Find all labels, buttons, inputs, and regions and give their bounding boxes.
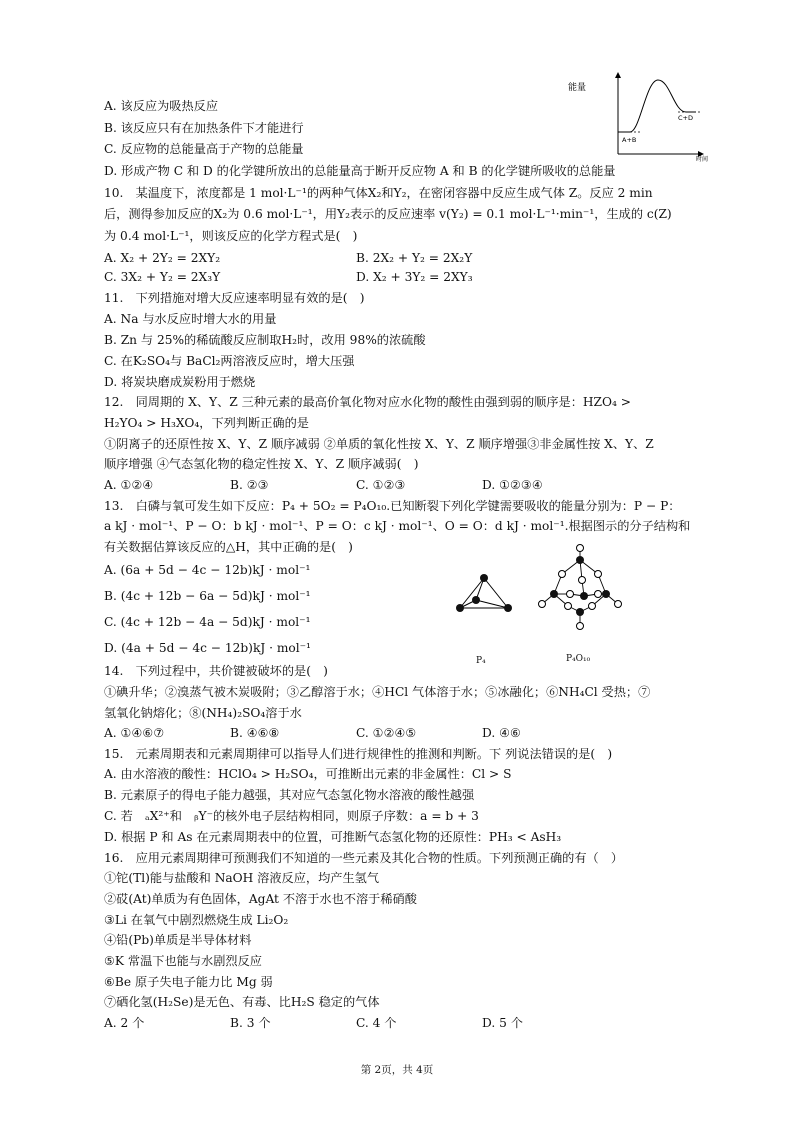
q13-stem-line3: 有关数据估算该反应的△H，其中正确的是( )	[104, 540, 353, 554]
q12-stem-line2: H₂YO₄ > H₃XO₄，下列判断正确的是	[104, 416, 309, 430]
q16-option-a: A. 2 个	[104, 1016, 145, 1030]
q14-option-a: A. ①④⑥⑦	[104, 726, 165, 740]
p4o10-figure-label: P₄O₁₀	[566, 654, 591, 664]
q9-option-c: C. 反应物的总能量高于产物的总能量	[104, 142, 304, 156]
q16-item-5: ⑤K 常温下也能与水剧烈反应	[104, 954, 262, 968]
q16-item-3: ③Li 在氧气中剧烈燃烧生成 Li₂O₂	[104, 913, 289, 927]
q15-option-d: D. 根据 P 和 As 在元素周期表中的位置，可推断气态氢化物的还原性：PH₃ < AsH₃	[104, 830, 562, 844]
q16-item-6: ⑥Be 原子失电子能力比 Mg 弱	[104, 975, 273, 989]
product-label: C+D	[678, 114, 693, 122]
p4-molecule-figure	[452, 572, 516, 622]
q13-option-d: D. (4a + 5d − 4c − 12b)kJ · mol⁻¹	[104, 641, 311, 655]
q11-option-a: A. Na 与水反应时增大水的用量	[104, 312, 277, 326]
q14-option-c: C. ①②④⑤	[356, 726, 417, 740]
q14-option-d: D. ④⑥	[482, 726, 521, 740]
q12-option-d: D. ①②③④	[482, 478, 543, 492]
q14-option-b: B. ④⑥⑧	[230, 726, 280, 740]
q10-option-b: B. 2X₂ + Y₂ = 2X₂Y	[356, 251, 473, 265]
energy-diagram	[562, 70, 712, 162]
q9-option-d: D. 形成产物 C 和 D 的化学键所放出的总能量高于断开反应物 A 和 B 的化学键所吸收的总能量	[104, 164, 616, 178]
q16-stem: 16. 应用元素周期律可预测我们不知道的一些元素及其化合物的性质。下列预测正确的有（ ）	[104, 851, 624, 865]
q16-option-c: C. 4 个	[356, 1016, 397, 1030]
q12-stem-line1: 12. 同周期的 X、Y、Z 三种元素的最高价氧化物对应水化物的酸性由强到弱的顺序是：HZO₄ >	[104, 395, 631, 409]
q10-option-c: C. 3X₂ + Y₂ = 2X₃Y	[104, 270, 221, 284]
q11-option-c: C. 在K₂SO₄与 BaCl₂两溶液反应时，增大压强	[104, 354, 355, 368]
q9-option-b: B. 该反应只有在加热条件下才能进行	[104, 121, 304, 135]
q13-stem-line2: a kJ · mol⁻¹、P − O：b kJ · mol⁻¹、P = O：c kJ · mol⁻¹、O = O：d kJ · mol⁻¹.根据图示的分子结构和	[104, 519, 691, 533]
q11-option-d: D. 将炭块磨成炭粉用于燃烧	[104, 375, 256, 389]
q11-stem: 11. 下列措施对增大反应速率明显有效的是( )	[104, 291, 365, 305]
q15-option-b: B. 元素原子的得电子能力越强，其对应气态氢化物水溶液的酸性越强	[104, 788, 475, 802]
q13-option-a: A. (6a + 5d − 4c − 12b)kJ · mol⁻¹	[104, 563, 311, 577]
q16-item-2: ②砹(At)单质为有色固体，AgAt 不溶于水也不溶于稀硝酸	[104, 892, 417, 906]
q13-option-c: C. (4c + 12b − 4a − 5d)kJ · mol⁻¹	[104, 615, 311, 629]
q13-stem-line1: 13. 白磷与氧可发生如下反应：P₄ + 5O₂ = P₄O₁₀.已知断裂下列化学键需要吸收的能量分别为：P − P：	[104, 499, 681, 513]
q9-option-a: A. 该反应为吸热反应	[104, 99, 219, 113]
q13-option-b: B. (4c + 12b − 6a − 5d)kJ · mol⁻¹	[104, 589, 311, 603]
q10-stem-line2: 后，测得参加反应的X₂为 0.6 mol·L⁻¹，用Y₂表示的反应速率 v(Y₂) = 0.1 mol·L⁻¹·min⁻¹，生成的 c(Z)	[104, 207, 672, 221]
q12-option-c: C. ①②③	[356, 478, 406, 492]
q14-stem-line3: 氢氧化钠熔化；⑧(NH₄)₂SO₄溶于水	[104, 706, 302, 720]
q12-stem-line3: ①阴离子的还原性按 X、Y、Z 顺序减弱 ②单质的氧化性按 X、Y、Z 顺序增强③非金属性按 X、Y、Z	[104, 437, 654, 451]
q16-item-1: ①铊(Tl)能与盐酸和 NaOH 溶液反应，均产生氢气	[104, 871, 380, 885]
q15-option-a: A. 由水溶液的酸性：HClO₄ > H₂SO₄，可推断出元素的非金属性：Cl > S	[104, 767, 512, 781]
page-footer: 第 2页，共 4页	[360, 1064, 434, 1076]
q15-option-c: C. 若 ₐX²⁺和 ᵦY⁻的核外电子层结构相同，则原子序数：a = b + 3	[104, 809, 479, 823]
q10-stem-line3: 为 0.4 mol·L⁻¹，则该反应的化学方程式是( )	[104, 229, 358, 243]
q16-item-4: ④铅(Pb)单质是半导体材料	[104, 933, 252, 947]
q15-stem: 15. 元素周期表和元素周期律可以指导人们进行规律性的推测和判断。下 列说法错误的是( )	[104, 747, 613, 761]
p4o10-molecule-figure	[532, 540, 628, 636]
time-axis-label: 时间	[696, 156, 709, 162]
q12-stem-line4: 顺序增强 ④气态氢化物的稳定性按 X、Y、Z 顺序减弱( )	[104, 457, 419, 471]
q10-stem-line1: 10. 某温度下，浓度都是 1 mol·L⁻¹的两种气体X₂和Y₂，在密闭容器中反应生成气体 Z。反应 2 min	[104, 186, 653, 200]
q16-option-b: B. 3 个	[230, 1016, 271, 1030]
reactant-label: A+B	[622, 136, 637, 144]
q16-option-d: D. 5 个	[482, 1016, 523, 1030]
q10-option-d: D. X₂ + 3Y₂ = 2XY₃	[356, 270, 473, 284]
q14-stem: 14. 下列过程中，共价键被破坏的是( )	[104, 664, 328, 678]
q10-option-a: A. X₂ + 2Y₂ = 2XY₂	[104, 251, 221, 265]
p4-figure-label: P₄	[476, 656, 486, 666]
q12-option-a: A. ①②④	[104, 478, 154, 492]
q12-option-b: B. ②③	[230, 478, 269, 492]
q14-stem-line2: ①碘升华；②溴蒸气被木炭吸附；③乙醇溶于水；④HCl 气体溶于水；⑤冰融化；⑥NH₄Cl 受热；⑦	[104, 685, 651, 699]
q16-item-7: ⑦硒化氢(H₂Se)是无色、有毒、比H₂S 稳定的气体	[104, 995, 380, 1009]
energy-axis-label: 能量	[568, 83, 587, 93]
q11-option-b: B. Zn 与 25%的稀硫酸反应制取H₂时，改用 98%的浓硫酸	[104, 333, 426, 347]
